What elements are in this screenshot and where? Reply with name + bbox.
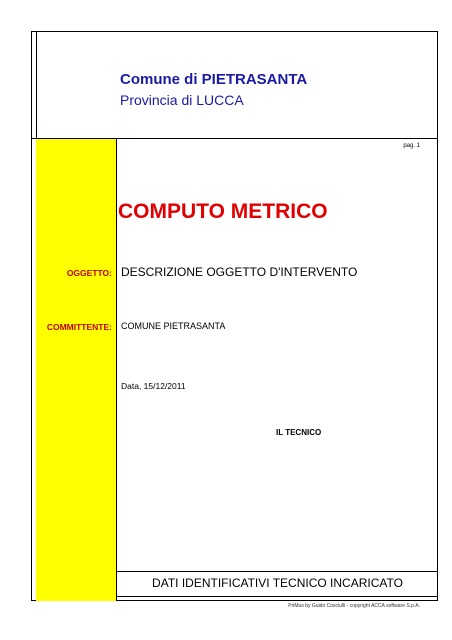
oggetto-value: DESCRIZIONE OGGETTO D'INTERVENTO [121,265,358,279]
software-footer: PriMus by Guido Cosciulli - copyright ACCA software S.p.A. [288,603,420,609]
tecnico-label: IL TECNICO [276,428,322,437]
comune-title: Comune di PIETRASANTA [120,71,308,88]
document-title: COMPUTO METRICO [118,200,328,223]
tecnico-data-box: DATI IDENTIFICATIVI TECNICO INCARICATO [152,576,403,590]
committente-label: COMMITTENTE: [46,322,112,332]
committente-value: COMUNE PIETRASANTA [121,321,226,331]
yellow-sidebar [36,139,117,601]
date-line: Data, 15/12/2011 [121,381,186,391]
page-number: pag. 1 [403,143,420,149]
provincia-subtitle: Provincia di LUCCA [120,92,244,108]
oggetto-label: OGGETTO: [66,268,112,278]
bottom-box-bottom-line [117,596,438,597]
